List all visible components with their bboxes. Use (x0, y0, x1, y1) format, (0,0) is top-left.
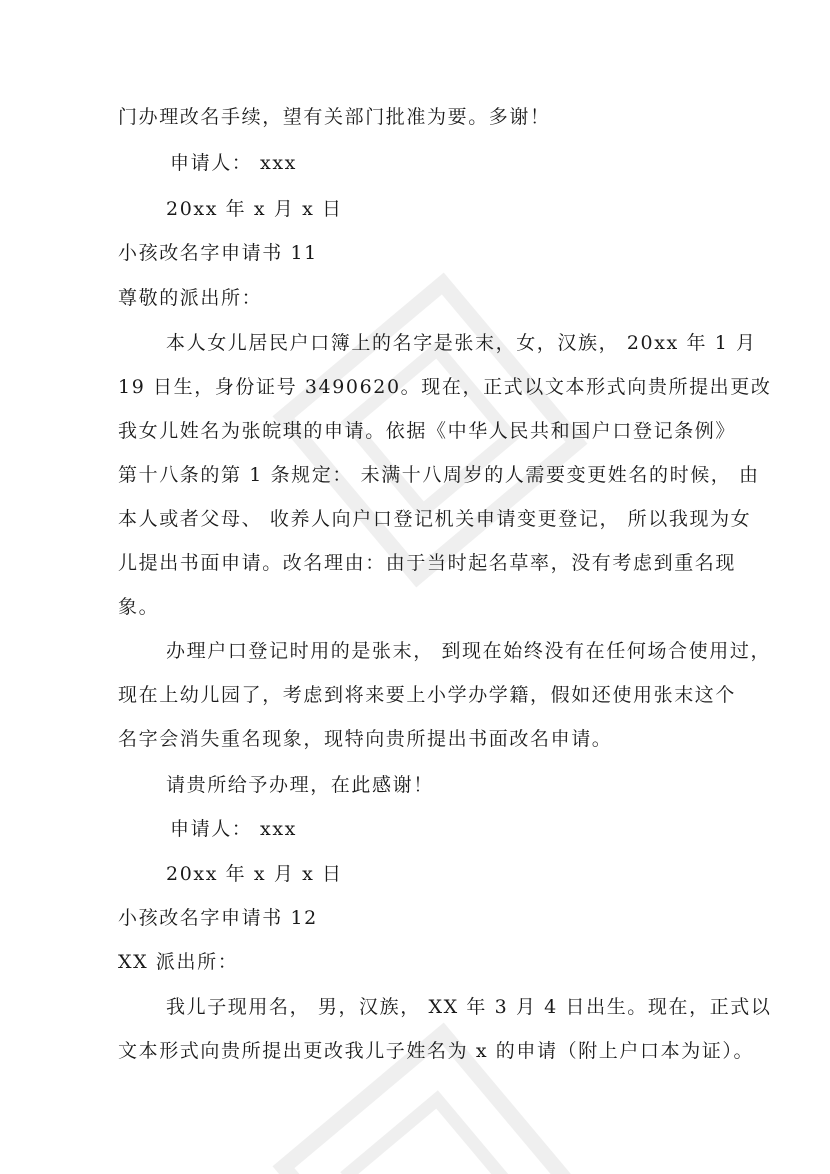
applicant-line: 申请人： xxx (170, 152, 297, 174)
watermark-logo-icon (247, 997, 613, 1174)
salutation: 尊敬的派出所： (118, 287, 263, 309)
applicant-line: 申请人： xxx (170, 818, 297, 840)
body-text-line: 第十八条的第 1 条规定： 未满十八周岁的人需要变更姓名的时候， 由 (118, 464, 760, 486)
body-text-line: 象。 (118, 596, 160, 618)
section-title: 小孩改名字申请书 12 (118, 907, 318, 929)
body-text-line: 办理户口登记时用的是张末， 到现在始终没有在任何场合使用过， (166, 640, 772, 662)
body-text-line: 文本形式向贵所提出更改我儿子姓名为 x 的申请（附上户口本为证）。 (118, 1040, 755, 1062)
date-line: 20xx 年 x 月 x 日 (166, 863, 343, 885)
salutation: XX 派出所： (118, 951, 239, 973)
body-text-line: 我儿子现用名， 男，汉族， XX 年 3 月 4 日出生。现在，正式以 (166, 996, 772, 1018)
body-text-line: 现在上幼儿园了，考虑到将来要上小学办学籍，假如还使用张末这个 (118, 684, 737, 706)
body-text-line: 名字会消失重名现象，现特向贵所提出书面改名申请。 (118, 728, 613, 750)
body-text-line: 本人女儿居民户口簿上的名字是张末，女，汉族， 20xx 年 1 月 (166, 332, 757, 354)
section-title: 小孩改名字申请书 11 (118, 242, 318, 264)
body-text-line: 门办理改名手续，望有关部门批准为要。多谢！ (118, 106, 551, 128)
body-text-line: 19 日生，身份证号 3490620。现在，正式以文本形式向贵所提出更改 (118, 376, 772, 398)
body-text-line: 本人或者父母、 收养人向户口登记机关申请变更登记， 所以我现为女 (118, 508, 752, 530)
date-line: 20xx 年 x 月 x 日 (166, 198, 343, 220)
body-text-line: 我女儿姓名为张皖琪的申请。依据《中华人民共和国户口登记条例》 (118, 420, 737, 442)
body-text-line: 请贵所给予办理，在此感谢！ (166, 774, 434, 796)
body-text-line: 儿提出书面申请。改名理由：由于当时起名草率，没有考虑到重名现 (118, 552, 737, 574)
